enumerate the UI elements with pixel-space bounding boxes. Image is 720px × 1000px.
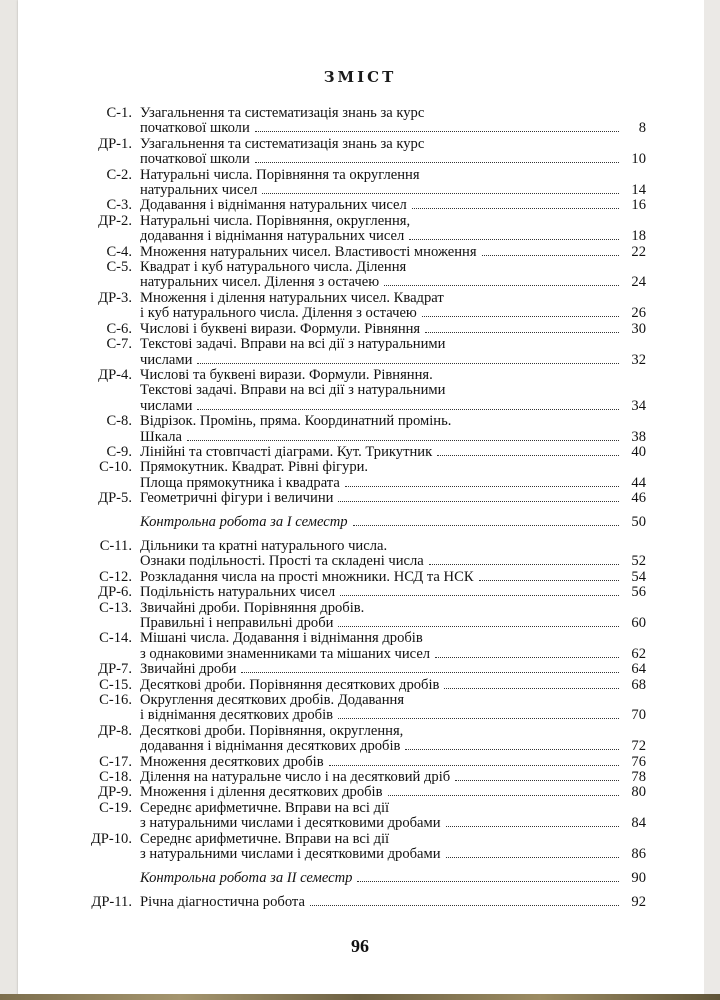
entry-body xyxy=(132,168,646,199)
dot-leader xyxy=(409,239,619,240)
entry-last-line xyxy=(140,785,646,800)
entry-page-number: 52 xyxy=(631,553,646,570)
toc-entry xyxy=(76,895,646,910)
entry-title-line: Натуральні числа. Порівняння, округлення, xyxy=(140,212,411,229)
entry-title-line: початкової школи xyxy=(140,151,250,168)
entry-last-line xyxy=(140,245,646,260)
dot-leader xyxy=(429,564,619,565)
entry-last-line xyxy=(140,708,646,723)
dot-leader xyxy=(384,285,619,286)
table-surface xyxy=(0,994,720,1000)
entry-body xyxy=(132,291,646,322)
toc-entry xyxy=(76,137,646,168)
entry-page-number: 32 xyxy=(631,351,646,368)
entry-title-line: Прямокутник. Квадрат. Рівні фігури. xyxy=(140,459,369,476)
entry-code: С-4. xyxy=(106,243,132,260)
entry-page-number: 78 xyxy=(631,769,646,786)
entry-code: С-12. xyxy=(99,568,132,585)
entry-last-line xyxy=(140,895,646,910)
entry-last-line xyxy=(140,445,646,460)
entry-page-number: 30 xyxy=(631,320,646,337)
entry-page-number: 50 xyxy=(631,513,646,530)
entry-title-line: Округлення десяткових дробів. Додавання xyxy=(140,692,405,709)
entry-last-line xyxy=(140,662,646,677)
toc-entry xyxy=(76,785,646,800)
entry-title-line: Ділення на натуральне число і на десятковий дріб xyxy=(140,769,451,786)
entry-page-number: 62 xyxy=(631,645,646,662)
entry-body xyxy=(132,662,646,677)
entry-title-line: початкової школи xyxy=(140,120,250,137)
toc-entry xyxy=(76,245,646,260)
entry-title-line: Звичайні дроби. Порівняння дробів. xyxy=(140,599,365,616)
entry-page-number: 22 xyxy=(631,243,646,260)
dot-leader xyxy=(405,749,619,750)
entry-page-number: 26 xyxy=(631,305,646,322)
entry-title-line: Узагальнення та систематизація знань за курс xyxy=(140,135,425,152)
toc-entry xyxy=(76,662,646,677)
entry-page-number: 40 xyxy=(631,443,646,460)
entry-code: ДР-1. xyxy=(98,135,132,152)
toc-entry xyxy=(76,801,646,832)
entry-body xyxy=(132,585,646,600)
entry-page-number: 18 xyxy=(631,228,646,245)
entry-body xyxy=(132,106,646,137)
toc-entry xyxy=(76,414,646,445)
entry-title-line: натуральних чисел xyxy=(140,182,258,199)
toc-test-entry xyxy=(76,515,646,530)
dot-leader xyxy=(388,795,619,796)
entry-last-line xyxy=(140,198,646,213)
dot-leader xyxy=(197,363,619,364)
entry-code: ДР-4. xyxy=(98,366,132,383)
entry-body xyxy=(132,601,646,632)
entry-code: С-7. xyxy=(106,336,132,353)
entry-body xyxy=(132,491,646,506)
entry-title-line: з натуральними числами і десятковими дробами xyxy=(140,846,441,863)
entry-title-line: Контрольна робота за ІІ семестр xyxy=(140,869,353,886)
entry-page-number: 72 xyxy=(631,738,646,755)
entry-title-line: і віднімання десяткових дробів xyxy=(140,707,334,724)
entry-last-line xyxy=(140,306,646,321)
entry-page-number: 70 xyxy=(631,707,646,724)
entry-title-line: Десяткові дроби. Порівняння, округлення, xyxy=(140,722,404,739)
entry-last-line xyxy=(140,816,646,831)
toc-entry xyxy=(76,539,646,570)
entry-body xyxy=(132,460,646,491)
dot-leader xyxy=(444,688,619,689)
toc-entry xyxy=(76,570,646,585)
entry-title-line: Контрольна робота за І семестр xyxy=(140,513,348,530)
entry-code: ДР-2. xyxy=(98,212,132,229)
toc-entry xyxy=(76,106,646,137)
entry-code: С-15. xyxy=(99,676,132,693)
toc-entry xyxy=(76,631,646,662)
dot-leader xyxy=(425,332,619,333)
entry-body xyxy=(132,337,646,368)
dot-leader xyxy=(262,193,619,194)
dot-leader xyxy=(340,595,619,596)
entry-page-number: 10 xyxy=(631,151,646,168)
entry-title-line: Множення десяткових дробів xyxy=(140,753,324,770)
dot-leader xyxy=(255,162,619,163)
entry-body xyxy=(132,801,646,832)
entry-body xyxy=(132,137,646,168)
entry-title-line: Геометричні фігури і величини xyxy=(140,490,334,507)
entry-code: С-3. xyxy=(106,197,132,214)
entry-body xyxy=(132,785,646,800)
entry-page-number: 16 xyxy=(631,197,646,214)
dot-leader xyxy=(310,905,619,906)
entry-body xyxy=(132,414,646,445)
dot-leader xyxy=(479,580,619,581)
dot-leader xyxy=(255,131,619,132)
entry-code: ДР-8. xyxy=(98,722,132,739)
entry-last-line xyxy=(140,585,646,600)
toc-entry xyxy=(76,601,646,632)
entry-page-number: 34 xyxy=(631,397,646,414)
entry-title-line: Десяткові дроби. Порівняння десяткових дробів xyxy=(140,676,440,693)
entry-last-line xyxy=(140,275,646,290)
toc-entry xyxy=(76,693,646,724)
toc-entry xyxy=(76,770,646,785)
toc-entry xyxy=(76,198,646,213)
entry-title-line: Числові і буквені вирази. Формули. Рівняння xyxy=(140,320,421,337)
entry-last-line xyxy=(140,353,646,368)
entry-title-line: Числові та буквені вирази. Формули. Рівняння. xyxy=(140,366,433,383)
entry-last-line xyxy=(140,755,646,770)
entry-page-number: 38 xyxy=(631,428,646,445)
entry-title-line: числами xyxy=(140,351,193,368)
entry-title-line: натуральних чисел. Ділення з остачею xyxy=(140,274,380,291)
entry-title-line: Текстові задачі. Вправи на всі дії з натуральними xyxy=(140,382,446,399)
dot-leader xyxy=(329,765,619,766)
entry-page-number: 46 xyxy=(631,490,646,507)
entry-body xyxy=(132,832,646,863)
entry-title-line: Узагальнення та систематизація знань за курс xyxy=(140,105,425,121)
entry-last-line xyxy=(140,491,646,506)
entry-code: С-17. xyxy=(99,753,132,770)
entry-page-number: 92 xyxy=(631,893,646,910)
dot-leader xyxy=(197,409,619,410)
entry-title-line: Ознаки подільності. Прості та складені числа xyxy=(140,553,424,570)
dot-leader xyxy=(353,525,619,526)
dot-leader xyxy=(446,857,619,858)
entry-body xyxy=(132,724,646,755)
entry-code: ДР-6. xyxy=(98,584,132,601)
entry-body xyxy=(132,260,646,291)
entry-code: ДР-11. xyxy=(91,893,132,910)
entry-code: С-1. xyxy=(106,105,132,121)
entry-code: ДР-3. xyxy=(98,289,132,306)
entry-last-line xyxy=(140,399,646,414)
dot-leader xyxy=(422,316,619,317)
entry-body xyxy=(132,322,646,337)
entry-body xyxy=(132,214,646,245)
entry-title-line: Множення натуральних чисел. Властивості множення xyxy=(140,243,477,260)
toc-entry xyxy=(76,585,646,600)
toc-entry xyxy=(76,291,646,322)
entry-code: С-19. xyxy=(99,799,132,816)
dot-leader xyxy=(446,826,619,827)
entry-code: С-11. xyxy=(99,537,132,554)
toc-entry xyxy=(76,214,646,245)
toc-entry xyxy=(76,368,646,414)
entry-last-line xyxy=(140,229,646,244)
entry-body xyxy=(132,198,646,213)
entry-code: С-13. xyxy=(99,599,132,616)
entry-last-line xyxy=(140,430,646,445)
entry-body xyxy=(132,770,646,785)
entry-title-line: Річна діагностична робота xyxy=(140,893,305,910)
entry-code: С-18. xyxy=(99,769,132,786)
entry-page-number: 60 xyxy=(631,615,646,631)
dot-leader xyxy=(357,881,619,882)
toc-entry xyxy=(76,322,646,337)
entry-page-number: 64 xyxy=(631,661,646,678)
entry-page-number: 24 xyxy=(631,274,646,291)
entry-body xyxy=(132,515,646,530)
toc-test-entry xyxy=(76,871,646,886)
entry-body xyxy=(132,895,646,910)
entry-body xyxy=(132,570,646,585)
entry-title-line: Додавання і віднімання натуральних чисел xyxy=(140,197,407,214)
toc-entry xyxy=(76,832,646,863)
entry-page-number: 84 xyxy=(631,815,646,832)
entry-body xyxy=(132,539,646,570)
entry-code: С-14. xyxy=(99,630,132,647)
entry-page-number: 56 xyxy=(631,584,646,601)
entry-title-line: додавання і віднімання десяткових дробів xyxy=(140,738,401,755)
entry-code: ДР-7. xyxy=(98,661,132,678)
entry-title-line: Дільники та кратні натурального числа. xyxy=(140,537,388,554)
page-edge xyxy=(704,0,720,1000)
entry-last-line xyxy=(140,515,646,530)
dot-leader xyxy=(345,486,619,487)
entry-title-line: з однаковими знаменниками та мішаних чисел xyxy=(140,645,431,662)
entry-page-number: 8 xyxy=(638,120,646,137)
dot-leader xyxy=(338,626,619,627)
toc-entry xyxy=(76,260,646,291)
entry-body xyxy=(132,871,646,886)
entry-title-line: Шкала xyxy=(140,428,182,445)
toc-entry xyxy=(76,491,646,506)
entry-last-line xyxy=(140,183,646,198)
entry-title-line: Множення і ділення десяткових дробів xyxy=(140,784,383,801)
entry-title-line: Звичайні дроби xyxy=(140,661,237,678)
entry-title-line: Розкладання числа на прості множники. НСД та НСК xyxy=(140,568,474,585)
entry-title-line: Множення і ділення натуральних чисел. Квадрат xyxy=(140,289,444,306)
toc-entry xyxy=(76,724,646,755)
page-title: ЗМІСТ xyxy=(323,68,397,86)
entry-body xyxy=(132,678,646,693)
entry-code: С-9. xyxy=(106,443,132,460)
entry-last-line xyxy=(140,678,646,693)
toc-entry xyxy=(76,678,646,693)
entry-body xyxy=(132,368,646,414)
entry-last-line xyxy=(140,647,646,662)
toc-entry xyxy=(76,460,646,491)
entry-last-line xyxy=(140,554,646,569)
entry-last-line xyxy=(140,739,646,754)
entry-code: С-6. xyxy=(106,320,132,337)
entry-code: С-10. xyxy=(99,459,132,476)
entry-body xyxy=(132,693,646,724)
entry-code: С-2. xyxy=(106,166,132,183)
entry-code: С-16. xyxy=(99,692,132,709)
entry-last-line xyxy=(140,770,646,785)
entry-code: ДР-9. xyxy=(98,784,132,801)
page-number: 96 xyxy=(351,936,369,956)
dot-leader xyxy=(241,672,619,673)
entry-title-line: і куб натурального числа. Ділення з остачею xyxy=(140,305,417,322)
dot-leader xyxy=(437,455,619,456)
entry-last-line xyxy=(140,476,646,491)
entry-code: С-5. xyxy=(106,259,132,276)
entry-code: ДР-10. xyxy=(90,830,132,847)
dot-leader xyxy=(482,255,619,256)
table-of-contents xyxy=(76,106,646,910)
entry-title-line: Середнє арифметичне. Вправи на всі дії xyxy=(140,799,390,816)
entry-page-number: 44 xyxy=(631,474,646,491)
entry-page-number: 80 xyxy=(631,784,646,801)
entry-title-line: Натуральні числа. Порівняння та округлення xyxy=(140,166,420,183)
entry-page-number: 86 xyxy=(631,846,646,863)
entry-last-line xyxy=(140,121,646,136)
entry-title-line: Середнє арифметичне. Вправи на всі дії xyxy=(140,830,390,847)
entry-page-number: 90 xyxy=(631,869,646,886)
dot-leader xyxy=(338,718,619,719)
dot-leader xyxy=(187,440,619,441)
entry-title-line: Текстові задачі. Вправи на всі дії з натуральними xyxy=(140,336,446,353)
entry-code: С-8. xyxy=(106,413,132,430)
entry-code: ДР-5. xyxy=(98,490,132,507)
entry-title-line: Мішані числа. Додавання і віднімання дробів xyxy=(140,630,423,647)
dot-leader xyxy=(455,780,619,781)
entry-last-line xyxy=(140,570,646,585)
entry-last-line xyxy=(140,616,646,631)
entry-body xyxy=(132,631,646,662)
entry-body xyxy=(132,245,646,260)
entry-last-line xyxy=(140,152,646,167)
toc-entry xyxy=(76,755,646,770)
dot-leader xyxy=(412,208,619,209)
entry-body xyxy=(132,445,646,460)
entry-title-line: Правильні і неправильні дроби xyxy=(140,615,334,631)
entry-page-number: 68 xyxy=(631,676,646,693)
toc-entry xyxy=(76,337,646,368)
entry-title-line: Квадрат і куб натурального числа. Ділення xyxy=(140,259,407,276)
entry-title-line: Відрізок. Промінь, пряма. Координатний промінь. xyxy=(140,413,452,430)
toc-entry xyxy=(76,445,646,460)
entry-title-line: Площа прямокутника і квадрата xyxy=(140,474,340,491)
entry-last-line xyxy=(140,847,646,862)
entry-page-number: 14 xyxy=(631,182,646,199)
entry-title-line: Лінійні та стовпчасті діаграми. Кут. Трикутник xyxy=(140,443,433,460)
entry-last-line xyxy=(140,871,646,886)
entry-title-line: додавання і віднімання натуральних чисел xyxy=(140,228,405,245)
toc-entry xyxy=(76,168,646,199)
entry-last-line xyxy=(140,322,646,337)
entry-title-line: з натуральними числами і десятковими дробами xyxy=(140,815,441,832)
entry-page-number: 76 xyxy=(631,753,646,770)
entry-title-line: числами xyxy=(140,397,193,414)
dot-leader xyxy=(435,657,619,658)
entry-page-number: 54 xyxy=(631,568,646,585)
entry-body xyxy=(132,755,646,770)
entry-title-line: Подільність натуральних чисел xyxy=(140,584,336,601)
dot-leader xyxy=(338,501,619,502)
